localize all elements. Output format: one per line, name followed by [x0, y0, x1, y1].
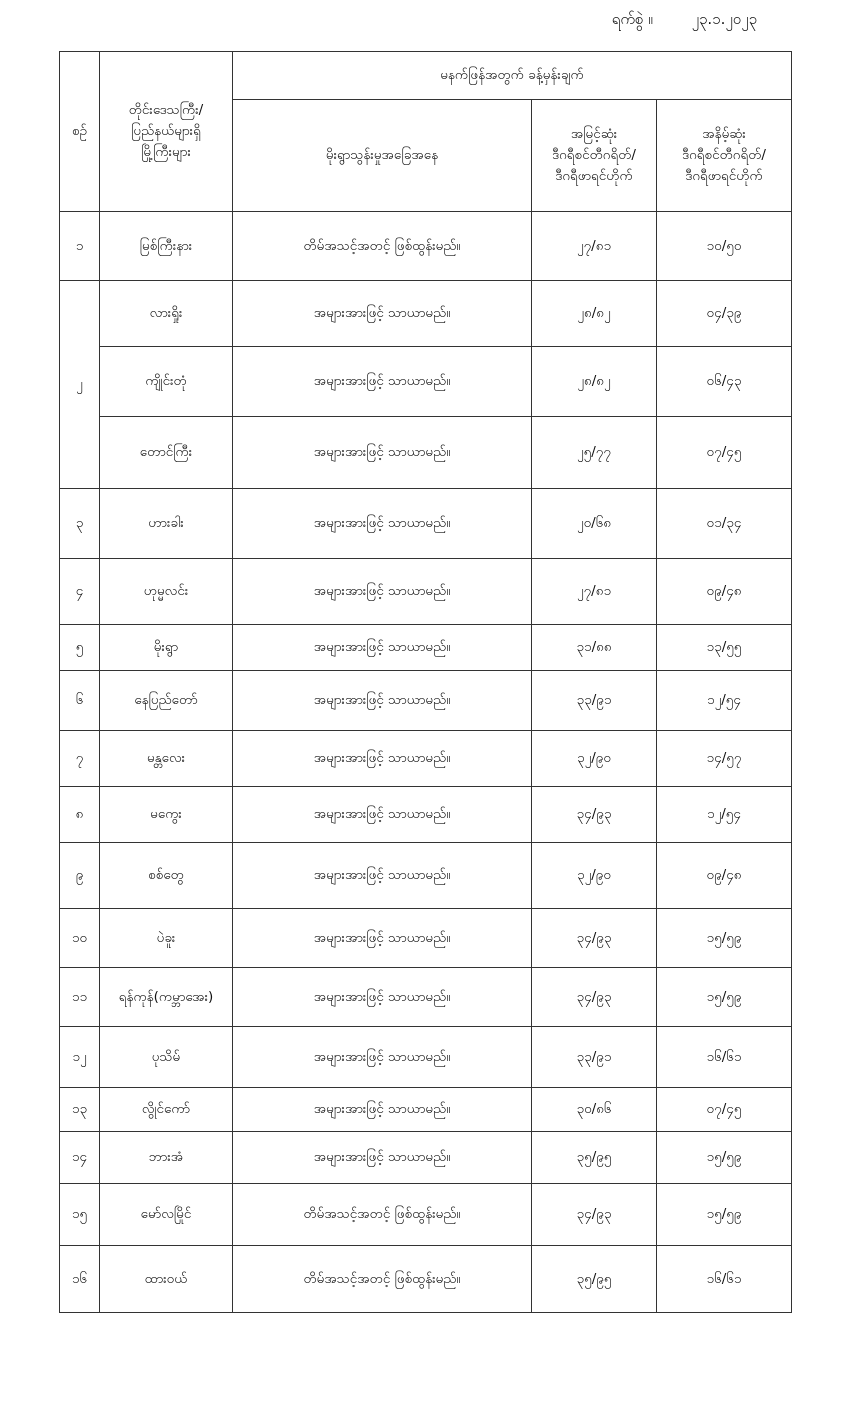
row-town: ဟုမ္မလင်း — [100, 559, 233, 625]
table-row — [60, 417, 792, 489]
row-condition: အများအားဖြင့် သာယာမည်။ — [233, 559, 532, 625]
row-min-temp: ၀၉/၄၈ — [657, 559, 792, 625]
row-condition: အများအားဖြင့် သာယာမည်။ — [233, 968, 532, 1027]
row-town: စစ်တွေ — [100, 843, 233, 909]
table-row — [60, 1027, 792, 1088]
header-town — [100, 52, 233, 212]
table-row — [60, 212, 792, 281]
row-min-temp: ၁၂/၅၄ — [657, 787, 792, 843]
header-max-temp — [532, 100, 657, 212]
header-town-line-2: ပြည်နယ်များရှိ — [131, 123, 201, 139]
row-no: ၃ — [60, 489, 100, 559]
table-row — [60, 909, 792, 968]
row-no: ၁၄ — [60, 1132, 100, 1184]
row-condition: အများအားဖြင့် သာယာမည်။ — [233, 489, 532, 559]
table-row — [60, 1246, 792, 1313]
row-condition: အများအားဖြင့် သာယာမည်။ — [233, 281, 532, 347]
row-min-temp: ၁၅/၅၉ — [657, 968, 792, 1027]
row-min-temp: ၁၀/၅၀ — [657, 212, 792, 281]
table-row — [60, 671, 792, 731]
row-min-temp: ၁၅/၅၉ — [657, 1184, 792, 1246]
row-no: ၁၅ — [60, 1184, 100, 1246]
date-line — [612, 10, 757, 32]
row-no: ၁ — [60, 212, 100, 281]
row-max-temp: ၃၄/၉၃ — [532, 968, 657, 1027]
row-town: ပဲခူး — [100, 909, 233, 968]
table-row — [60, 347, 792, 417]
row-no: ၈ — [60, 787, 100, 843]
row-max-temp: ၂၈/၈၂ — [532, 347, 657, 417]
header-min-line-1: အနိမ့်ဆုံး — [702, 126, 746, 142]
row-max-temp: ၂၈/၈၂ — [532, 281, 657, 347]
row-max-temp: ၃၄/၉၃ — [532, 1184, 657, 1246]
row-min-temp: ၁၃/၅၅ — [657, 625, 792, 671]
row-condition: အများအားဖြင့် သာယာမည်။ — [233, 909, 532, 968]
row-max-temp: ၃၀/၈၆ — [532, 1088, 657, 1132]
row-max-temp: ၃၅/၉၅ — [532, 1246, 657, 1313]
table-row — [60, 731, 792, 787]
row-min-temp: ၁၅/၅၉ — [657, 909, 792, 968]
row-max-temp: ၃၄/၉၃ — [532, 787, 657, 843]
row-min-temp: ၀၇/၄၅ — [657, 1088, 792, 1132]
row-condition: အများအားဖြင့် သာယာမည်။ — [233, 731, 532, 787]
row-condition: အများအားဖြင့် သာယာမည်။ — [233, 1027, 532, 1088]
row-condition: အများအားဖြင့် သာယာမည်။ — [233, 1132, 532, 1184]
row-condition: အများအားဖြင့် သာယာမည်။ — [233, 671, 532, 731]
header-town-line-3: မြို့ကြီးများ — [141, 144, 191, 160]
row-min-temp: ၁၆/၆၁ — [657, 1027, 792, 1088]
row-condition: အများအားဖြင့် သာယာမည်။ — [233, 787, 532, 843]
row-max-temp: ၃၃/၉၁ — [532, 671, 657, 731]
row-max-temp: ၃၂/၉၀ — [532, 843, 657, 909]
table-row — [60, 281, 792, 347]
row-no: ၁၃ — [60, 1088, 100, 1132]
row-no: ၂ — [60, 281, 100, 489]
row-town: လားရှိုး — [100, 281, 233, 347]
row-town: ဘားအံ — [100, 1132, 233, 1184]
row-min-temp: ၀၆/၄၃ — [657, 347, 792, 417]
table-row — [60, 1132, 792, 1184]
row-condition: အများအားဖြင့် သာယာမည်။ — [233, 843, 532, 909]
row-max-temp: ၃၅/၉၅ — [532, 1132, 657, 1184]
row-town: ပုသိမ် — [100, 1027, 233, 1088]
table-row — [60, 1088, 792, 1132]
table-row — [60, 489, 792, 559]
row-town: မိုးရွာ — [100, 625, 233, 671]
table-row — [60, 843, 792, 909]
row-max-temp: ၂၇/၈၁ — [532, 212, 657, 281]
row-max-temp: ၂၀/၆၈ — [532, 489, 657, 559]
forecast-table — [59, 51, 792, 1313]
row-min-temp: ၀၄/၃၉ — [657, 281, 792, 347]
row-condition: တိမ်အသင့်အတင့် ဖြစ်ထွန်းမည်။ — [233, 1246, 532, 1313]
row-no: ၁၁ — [60, 968, 100, 1027]
date-label: ရက်စွဲ ။ — [611, 10, 653, 28]
row-max-temp: ၂၇/၈၁ — [532, 559, 657, 625]
header-condition: မိုးရွာသွန်းမှုအခြေအနေ — [233, 100, 532, 212]
row-no: ၄ — [60, 559, 100, 625]
row-min-temp: ၁၆/၆၁ — [657, 1246, 792, 1313]
row-condition: အများအားဖြင့် သာယာမည်။ — [233, 347, 532, 417]
row-town: မန္တလေး — [100, 731, 233, 787]
header-min-line-2: ဒီဂရီစင်တီဂရိတ်/ — [682, 147, 766, 163]
row-max-temp: ၃၁/၈၈ — [532, 625, 657, 671]
row-condition: အများအားဖြင့် သာယာမည်။ — [233, 1088, 532, 1132]
row-min-temp: ၁၅/၅၉ — [657, 1132, 792, 1184]
header-max-line-1: အမြင့်ဆုံး — [570, 126, 618, 142]
date-value: ၂၃.၁.၂၀၂၃ — [691, 10, 757, 28]
row-min-temp: ၁၂/၅၄ — [657, 671, 792, 731]
row-max-temp: ၃၂/၉၀ — [532, 731, 657, 787]
table-row — [60, 559, 792, 625]
header-max-line-3: ဒီဂရီဖာရင်ဟိုက် — [555, 168, 633, 184]
header-forecast-group: မနက်ဖြန်အတွက် ခန့်မှန်းချက် — [233, 52, 792, 100]
table-row — [60, 968, 792, 1027]
row-max-temp: ၃၄/၉၃ — [532, 909, 657, 968]
row-town: နေပြည်တော် — [100, 671, 233, 731]
row-town: မော်လမြိုင် — [100, 1184, 233, 1246]
header-min-temp — [657, 100, 792, 212]
row-min-temp: ၁၄/၅၇ — [657, 731, 792, 787]
row-town: လွိုင်ကော် — [100, 1088, 233, 1132]
row-no: ၉ — [60, 843, 100, 909]
row-town: ဟားခါး — [100, 489, 233, 559]
row-condition: တိမ်အသင့်အတင့် ဖြစ်ထွန်းမည်။ — [233, 1184, 532, 1246]
table-row — [60, 1184, 792, 1246]
row-town: တောင်ကြီး — [100, 417, 233, 489]
table-row — [60, 625, 792, 671]
header-min-line-3: ဒီဂရီဖာရင်ဟိုက် — [685, 168, 763, 184]
row-no: ၁၀ — [60, 909, 100, 968]
row-no: ၅ — [60, 625, 100, 671]
row-min-temp: ၀၇/၄၅ — [657, 417, 792, 489]
row-town: မြစ်ကြီးနား — [100, 212, 233, 281]
row-no: ၆ — [60, 671, 100, 731]
row-town: ကျိုင်းတုံ — [100, 347, 233, 417]
row-min-temp: ၀၉/၄၈ — [657, 843, 792, 909]
row-condition: တိမ်အသင့်အတင့် ဖြစ်ထွန်းမည်။ — [233, 212, 532, 281]
row-no: ၁၂ — [60, 1027, 100, 1088]
row-no: ၇ — [60, 731, 100, 787]
row-town: ရန်ကုန်(ကမ္ဘာအေး) — [100, 968, 233, 1027]
row-max-temp: ၂၅/၇၇ — [532, 417, 657, 489]
row-condition: အများအားဖြင့် သာယာမည်။ — [233, 417, 532, 489]
header-max-line-2: ဒီဂရီစင်တီဂရိတ်/ — [552, 147, 636, 163]
row-no: ၁၆ — [60, 1246, 100, 1313]
row-town: ထားဝယ် — [100, 1246, 233, 1313]
header-no: စဉ် — [60, 52, 100, 212]
row-condition: အများအားဖြင့် သာယာမည်။ — [233, 625, 532, 671]
header-town-line-1: တိုင်းဒေသကြီး/ — [128, 102, 204, 118]
table-row — [60, 787, 792, 843]
row-min-temp: ၀၁/၃၄ — [657, 489, 792, 559]
row-max-temp: ၃၃/၉၁ — [532, 1027, 657, 1088]
row-town: မကွေး — [100, 787, 233, 843]
